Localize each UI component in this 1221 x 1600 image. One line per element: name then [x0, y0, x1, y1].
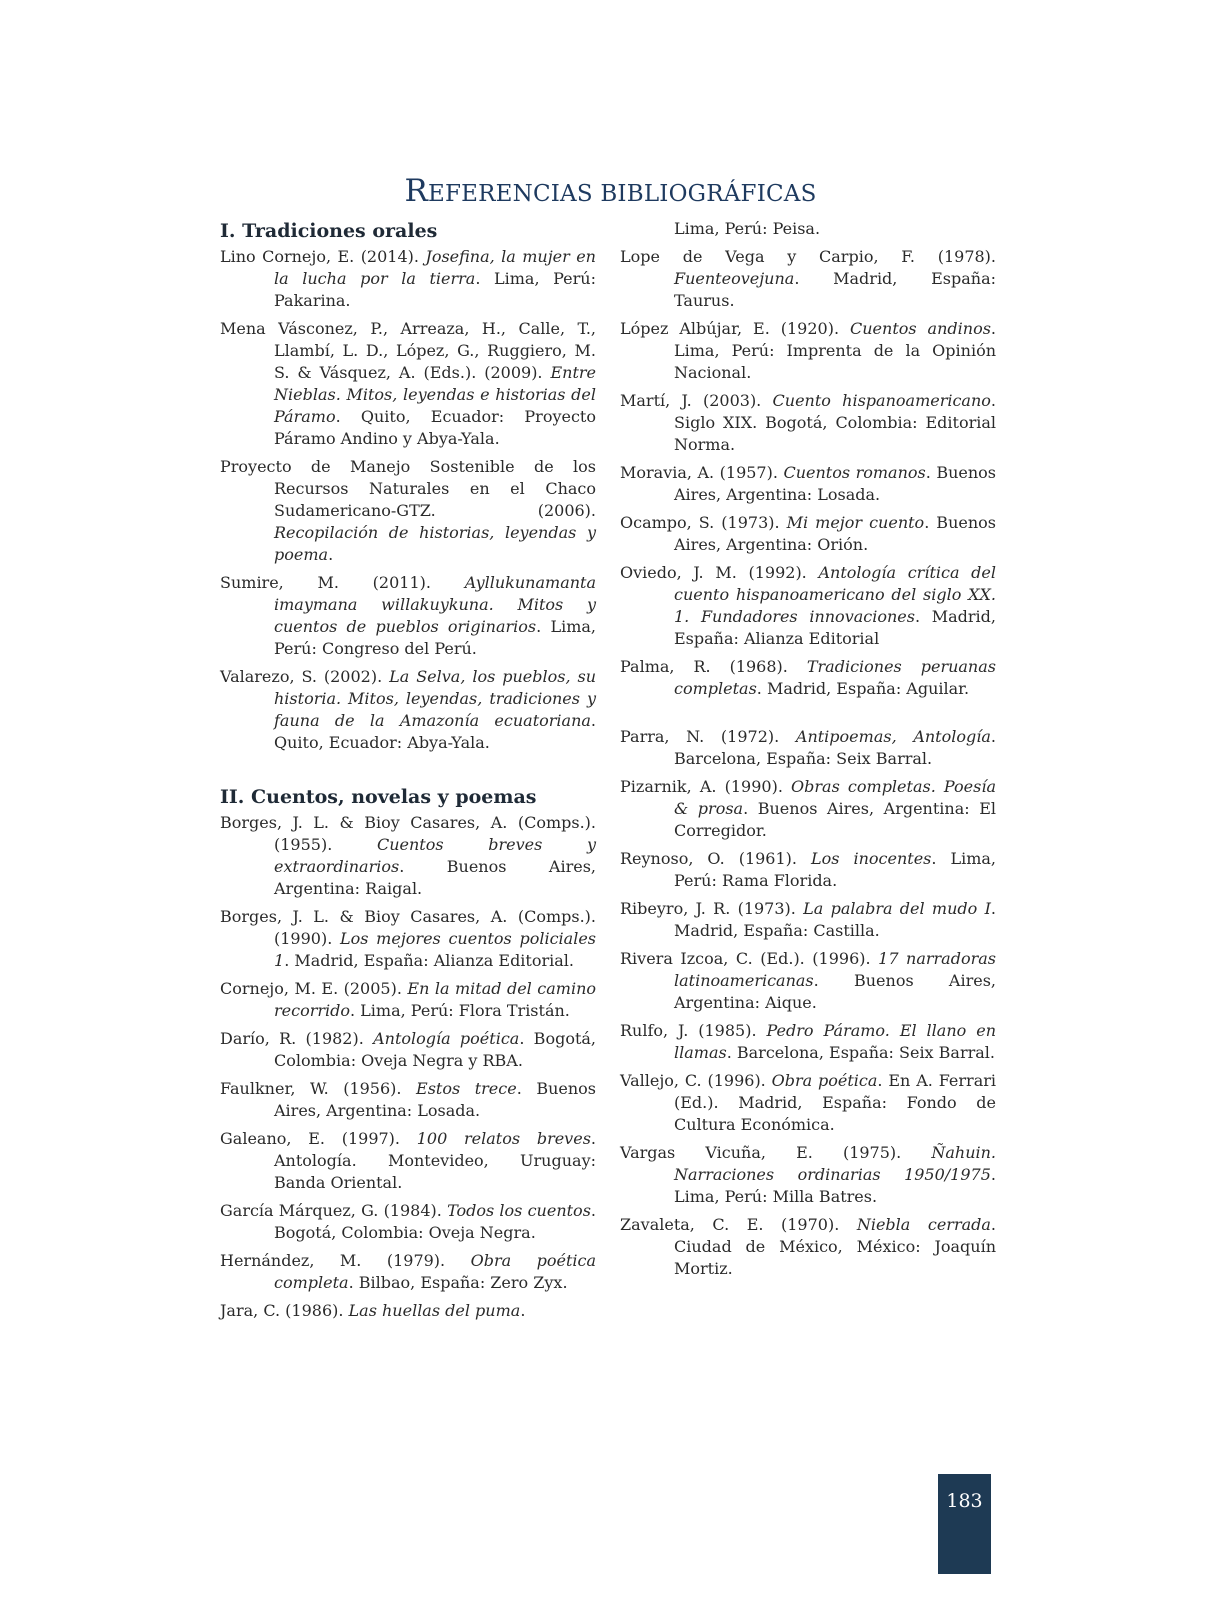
reference-title: Todos los cuentos	[447, 1201, 591, 1220]
reference-entry	[220, 906, 596, 972]
reference-entry	[220, 1200, 596, 1244]
reference-publisher: . Barcelona, España: Seix Barral.	[726, 1043, 995, 1062]
reference-publisher: . En A. Ferrari (Ed.). Madrid, España: Fondo de Cultura Económica.	[674, 1071, 996, 1134]
reference-publisher: . Barcelona, España: Seix Barral.	[674, 727, 996, 768]
reference-entry	[620, 562, 996, 650]
reference-author-year: Ribeyro, J. R. (1973).	[620, 899, 804, 918]
reference-publisher: . Lima, Perú: Rama Florida.	[674, 849, 997, 890]
reference-title: Estos trece	[416, 1079, 517, 1098]
reference-title: Obra poética	[771, 1071, 878, 1090]
reference-author-year: Pizarnik, A. (1990).	[620, 777, 792, 796]
reference-author-year: Reynoso, O. (1961).	[620, 849, 811, 868]
reference-author-year: Martí, J. (2003).	[620, 391, 773, 410]
reference-author-year: Mena Vásconez, P., Arreaza, H., Calle, T., Llambí, L. D., López, G., Ruggiero, M. S. & Vásquez, A. (Eds.). (2009).	[220, 319, 596, 382]
reference-entry	[220, 1028, 596, 1072]
reference-entry	[620, 726, 996, 770]
reference-continuation: Lima, Perú: Peisa.	[674, 219, 821, 238]
reference-entry	[220, 1128, 596, 1194]
reference-publisher: . Siglo XIX. Bogotá, Colombia: Editorial Norma.	[674, 391, 996, 454]
reference-entry	[220, 1300, 596, 1322]
reference-entry	[620, 512, 996, 556]
reference-publisher: . Buenos Aires, Argentina: Raigal.	[274, 857, 596, 898]
reference-title: Los inocentes	[811, 849, 932, 868]
reference-author-year: Borges, J. L. & Bioy Casares, A. (Comps.). (1990).	[220, 907, 596, 948]
reference-entry	[620, 1020, 996, 1064]
reference-author-year: Palma, R. (1968).	[620, 657, 807, 676]
reference-title: 100 relatos breves	[416, 1129, 591, 1148]
reference-author-year: Borges, J. L. & Bioy Casares, A. (Comps.). (1955).	[220, 813, 596, 854]
reference-title: Mi mejor cuento	[786, 513, 925, 532]
reference-publisher: . Bilbao, España: Zero Zyx.	[348, 1273, 568, 1292]
reference-title: Niebla cerrada	[856, 1215, 991, 1234]
reference-publisher: . Buenos Aires, Argentina: Orión.	[674, 513, 996, 554]
reference-author-year: García Márquez, G. (1984).	[220, 1201, 448, 1220]
reference-title: Obras completas. Poesía & prosa	[674, 777, 996, 818]
reference-entry	[620, 462, 996, 506]
reference-author-year: Oviedo, J. M. (1992).	[620, 563, 819, 582]
reference-author-year: Vallejo, C. (1996).	[620, 1071, 772, 1090]
reference-author-year: Darío, R. (1982).	[220, 1029, 374, 1048]
reference-publisher: . Buenos Aires, Argentina: El Corregidor.	[674, 799, 996, 840]
reference-entry	[220, 666, 596, 754]
reference-author-year: Ocampo, S. (1973).	[620, 513, 787, 532]
reference-title: Ayllukunamanta imaymana willakuykuna. Mitos y cuentos de pueblos originarios	[274, 573, 596, 636]
reference-title: La Selva, los pueblos, su historia. Mitos, leyendas, tradiciones y fauna de la Amazonía ecuatoriana	[274, 667, 596, 730]
reference-entry	[620, 776, 996, 842]
reference-publisher: . Madrid, España: Taurus.	[674, 269, 996, 310]
reference-title: Antología crítica del cuento hispanoamericano del siglo XX. 1. Fundadores innovaciones	[674, 563, 997, 626]
reference-title: Cuento hispanoamericano	[772, 391, 991, 410]
section-heading-oral-traditions: I. Tradiciones orales	[220, 220, 438, 242]
reference-publisher: . Madrid, España: Alianza Editorial.	[284, 951, 574, 970]
reference-publisher: .	[520, 1301, 526, 1320]
reference-author-year: Vargas Vicuña, E. (1975).	[620, 1143, 932, 1162]
reference-entry	[220, 456, 596, 566]
reference-title: Cuentos andinos	[850, 319, 991, 338]
reference-publisher: . Madrid, España: Alianza Editorial	[674, 607, 996, 648]
reference-entry	[620, 318, 996, 384]
reference-entry	[620, 948, 996, 1014]
reference-author-year: Lope de Vega y Carpio, F. (1978).	[620, 247, 996, 266]
reference-publisher: . Quito, Ecuador: Proyecto Páramo Andino y Abya-Yala.	[274, 407, 596, 448]
reference-entry	[620, 1214, 996, 1280]
reference-author-year: López Albújar, E. (1920).	[620, 319, 850, 338]
reference-list-continued	[620, 246, 996, 1280]
reference-entry	[620, 246, 996, 312]
reference-entry	[220, 318, 596, 450]
reference-title: Entre Nieblas. Mitos, leyendas e historias del Páramo	[274, 363, 596, 426]
reference-entry	[620, 390, 996, 456]
reference-publisher: . Buenos Aires, Argentina: Losada.	[674, 463, 996, 504]
left-column	[220, 218, 596, 1328]
reference-author-year: Proyecto de Manejo Sostenible de los Recursos Naturales en el Chaco Sudamericano-GTZ. (2006).	[220, 457, 596, 520]
reference-title: Ñahuin. Narraciones ordinarias 1950/1975	[674, 1143, 996, 1184]
reference-title: Pedro Páramo. El llano en llamas	[674, 1021, 996, 1062]
reference-entry	[620, 1070, 996, 1136]
reference-title: Las huellas del puma	[348, 1301, 521, 1320]
reference-entry	[220, 572, 596, 660]
reference-entry	[220, 246, 596, 312]
reference-list-oral-traditions	[220, 246, 596, 754]
reference-entry	[220, 978, 596, 1022]
reference-entry	[620, 1142, 996, 1208]
page-title-initial: R	[404, 173, 428, 209]
page-title	[0, 173, 1221, 209]
reference-title: Josefina, la mujer en la lucha por la tierra	[274, 247, 596, 288]
reference-title: Antipoemas, Antología	[795, 727, 991, 746]
reference-title: Antología poética	[373, 1029, 520, 1048]
reference-author-year: Jara, C. (1986).	[220, 1301, 349, 1320]
reference-publisher: . Antología. Montevideo, Uruguay: Banda Oriental.	[274, 1129, 596, 1192]
reference-entry	[220, 1250, 596, 1294]
reference-author-year: Parra, N. (1972).	[620, 727, 796, 746]
reference-author-year: Rulfo, J. (1985).	[620, 1021, 767, 1040]
section-heading-stories-novels-poems: II. Cuentos, novelas y poemas	[220, 786, 537, 808]
reference-author-year: Rivera Izcoa, C. (Ed.). (1996).	[620, 949, 879, 968]
reference-title: Recopilación de historias, leyendas y poema	[274, 523, 596, 564]
reference-author-year: Lino Cornejo, E. (2014).	[220, 247, 426, 266]
reference-title: Fuenteovejuna	[674, 269, 795, 288]
reference-title: Cuentos romanos	[783, 463, 926, 482]
reference-publisher: . Madrid, España: Aguilar.	[756, 679, 970, 698]
reference-title: 17 narradoras latinoamericanas	[674, 949, 996, 990]
reference-title: Tradiciones peruanas completas	[674, 657, 996, 698]
reference-publisher: . Madrid, España: Castilla.	[674, 899, 996, 940]
reference-entry	[620, 656, 996, 700]
reference-publisher: .	[328, 545, 334, 564]
reference-publisher: . Buenos Aires, Argentina: Aique.	[674, 971, 996, 1012]
reference-author-year: Hernández, M. (1979).	[220, 1251, 471, 1270]
reference-entry	[620, 898, 996, 942]
reference-publisher: . Ciudad de México, México: Joaquín Mortiz.	[674, 1215, 997, 1278]
reference-author-year: Moravia, A. (1957).	[620, 463, 784, 482]
reference-author-year: Valarezo, S. (2002).	[220, 667, 390, 686]
reference-publisher: . Bogotá, Colombia: Oveja Negra.	[274, 1201, 596, 1242]
reference-entry	[620, 848, 996, 892]
reference-publisher: . Lima, Perú: Milla Batres.	[674, 1165, 996, 1206]
reference-publisher: . Lima, Perú: Flora Tristán.	[350, 1001, 570, 1020]
reference-author-year: Zavaleta, C. E. (1970).	[620, 1215, 857, 1234]
reference-author-year: Faulkner, W. (1956).	[220, 1079, 417, 1098]
reference-publisher: . Bogotá, Colombia: Oveja Negra y RBA.	[274, 1029, 597, 1070]
reference-title: Los mejores cuentos policiales 1	[274, 929, 596, 970]
reference-author-year: Sumire, M. (2011).	[220, 573, 465, 592]
reference-title: En la mitad del camino recorrido	[274, 979, 596, 1020]
reference-author-year: Cornejo, M. E. (2005).	[220, 979, 408, 998]
reference-publisher: . Lima, Perú: Imprenta de la Opinión Nacional.	[674, 319, 996, 382]
right-column	[620, 218, 996, 1286]
reference-title: La palabra del mudo I	[803, 899, 991, 918]
reference-entry	[220, 1078, 596, 1122]
reference-publisher: . Lima, Perú: Congreso del Perú.	[274, 617, 596, 658]
page-title-rest: EFERENCIAS BIBLIOGRÁFICAS	[428, 181, 817, 207]
reference-title: Cuentos breves y extraordinarios	[274, 835, 596, 876]
page-number: 183	[938, 1474, 991, 1574]
reference-publisher: . Buenos Aires, Argentina: Losada.	[274, 1079, 596, 1120]
reference-publisher: . Lima, Perú: Pakarina.	[274, 269, 596, 310]
reference-entry	[220, 812, 596, 900]
reference-author-year: Galeano, E. (1997).	[220, 1129, 417, 1148]
reference-title: Obra poética completa	[274, 1251, 596, 1292]
reference-list-stories-novels-poems	[220, 812, 596, 1322]
reference-publisher: . Quito, Ecuador: Abya-Yala.	[274, 711, 596, 752]
